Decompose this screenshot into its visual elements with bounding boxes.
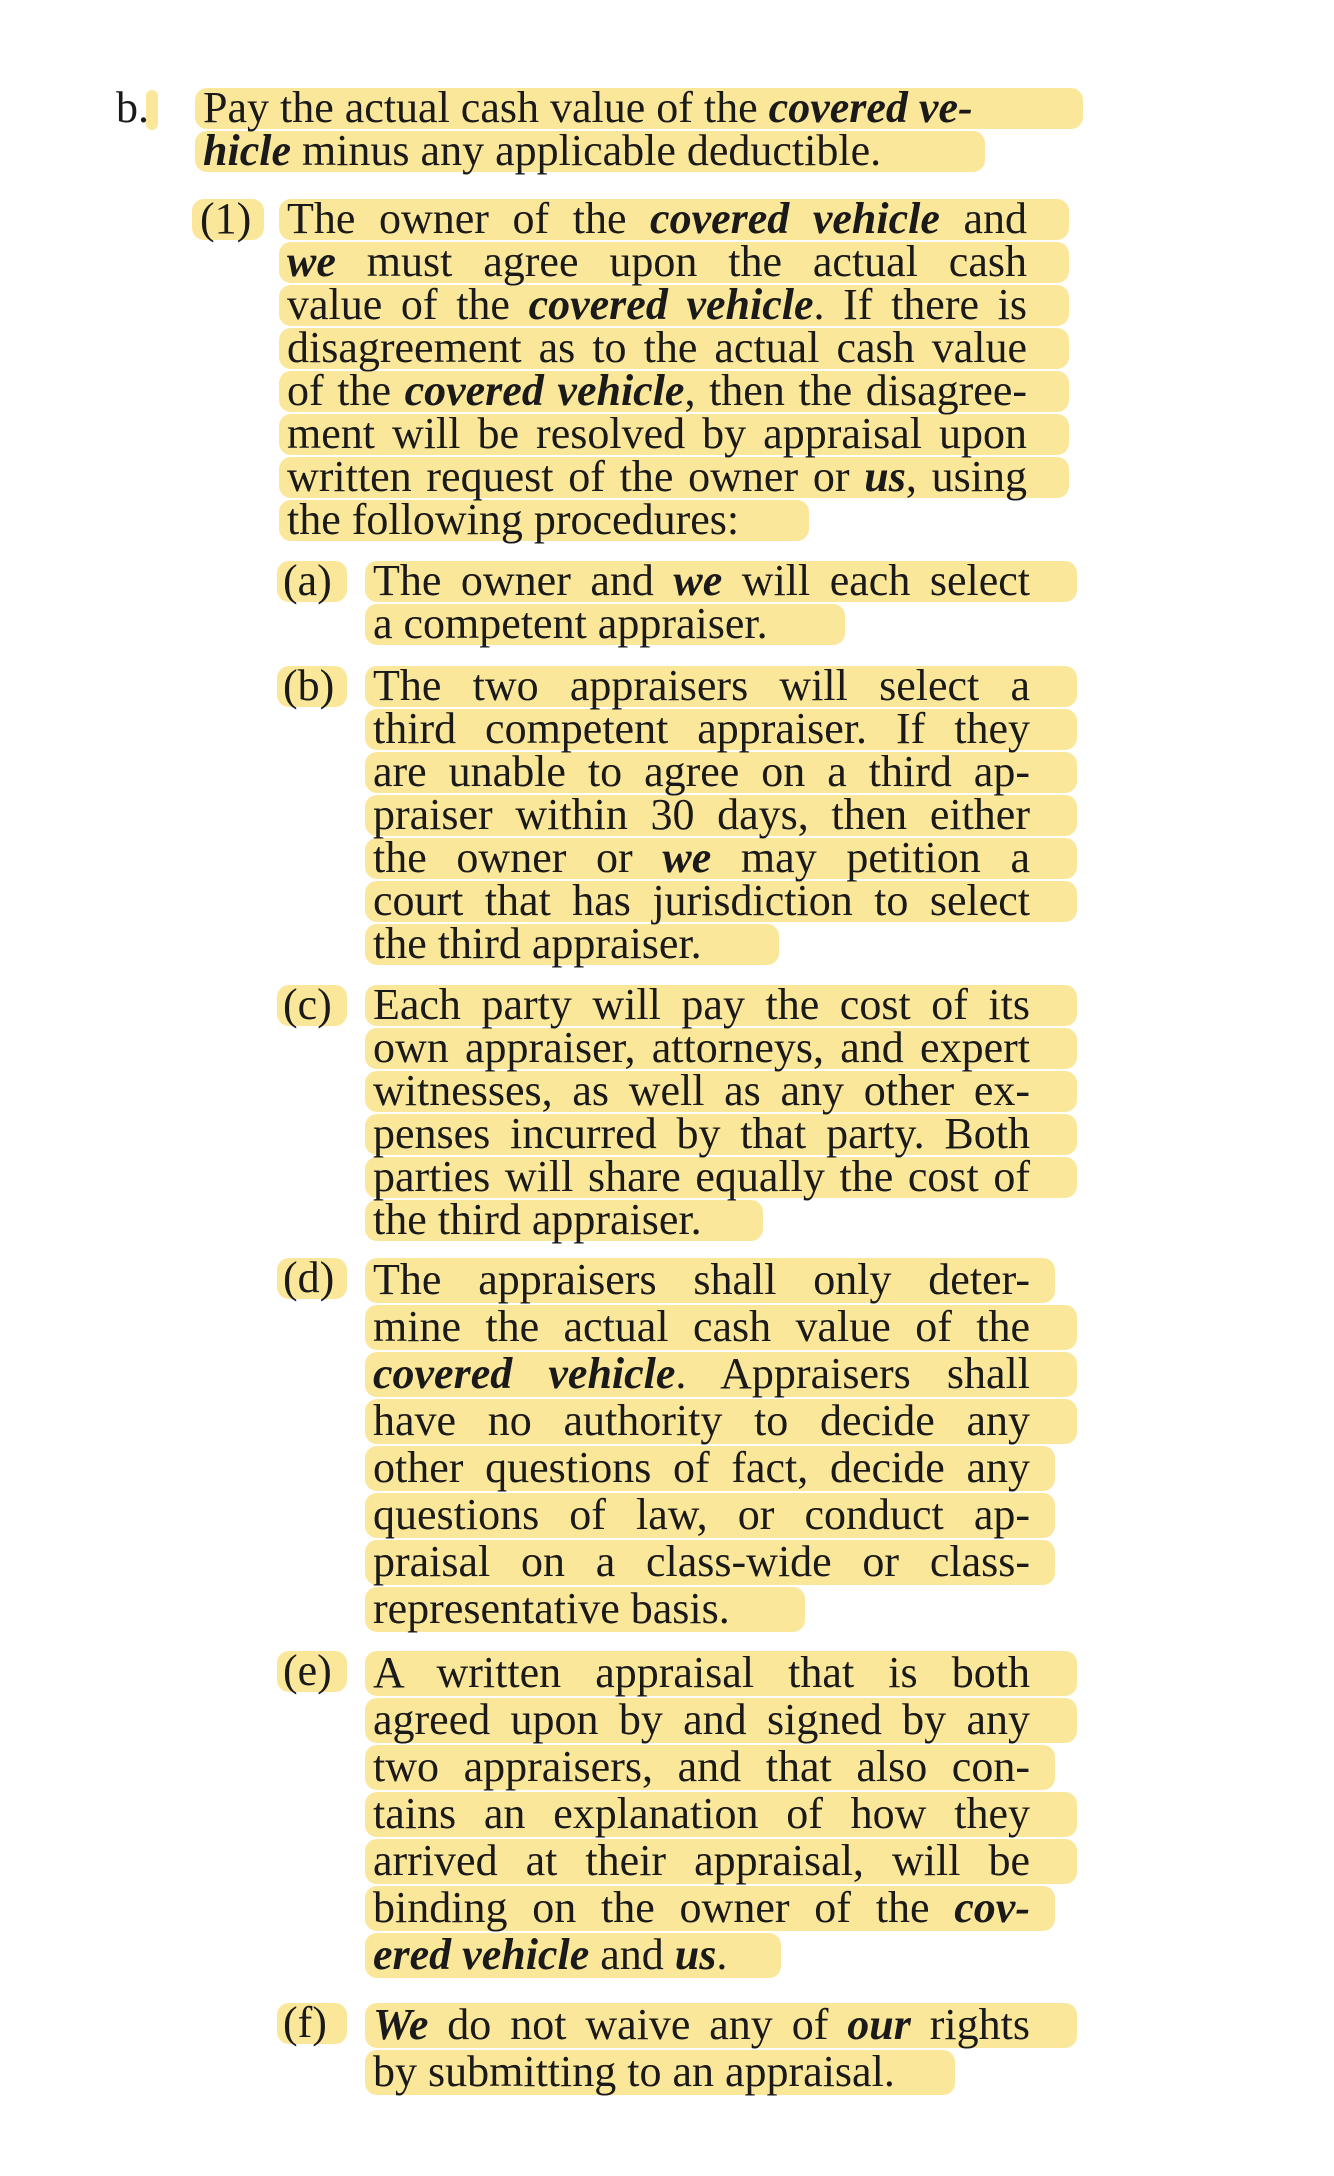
text-run: arrived at their appraisal, will be [373, 1836, 1030, 1885]
text-run: the third appraiser. [373, 1195, 702, 1244]
text-line [373, 1743, 1030, 1790]
text-run: may petition a [711, 833, 1030, 882]
text-run: The appraisers shall only deter- [373, 1255, 1030, 1304]
defined-term: covered vehicle [650, 194, 940, 243]
text-line [203, 83, 1033, 132]
defined-term: us [674, 1930, 717, 1979]
text-line [373, 1444, 1030, 1491]
text-run: own appraiser, attorneys, and expert [373, 1023, 1030, 1072]
text-run: praiser within 30 days, then either [373, 790, 1030, 839]
text-line [373, 833, 1030, 882]
clause-e-text [373, 1649, 1030, 1978]
text-run: other questions of fact, decide any [373, 1443, 1030, 1492]
text-run: penses incurred by that party. Both [373, 1109, 1030, 1158]
clause-b-marker: b. [116, 86, 149, 129]
text-run: ment will be resolved by appraisal upon [287, 409, 1027, 458]
text-run: agreed upon by and signed by any [373, 1695, 1030, 1744]
clause-b2-marker: (b) [283, 664, 334, 707]
text-run: representative basis. [373, 1584, 730, 1633]
text-line [373, 1790, 1030, 1837]
text-run: the third appraiser. [373, 919, 702, 968]
text-line [373, 980, 1030, 1029]
clause-1-marker: (1) [200, 197, 251, 240]
text-run: third competent appraiser. If they [373, 704, 1030, 753]
text-run: binding on the owner of the [373, 1883, 955, 1932]
text-run: The owner of the [287, 194, 651, 243]
clause-f-text [373, 2001, 1030, 2095]
text-run: will each select [722, 556, 1030, 605]
text-line [373, 556, 1030, 605]
defined-term: hicle [203, 126, 291, 175]
text-line [373, 2048, 1030, 2095]
clause-a-text [373, 556, 1030, 648]
defined-term: We [373, 2000, 429, 2049]
text-run: do not waive any of [428, 2000, 848, 2049]
text-line [373, 1066, 1030, 1115]
text-line [373, 1397, 1030, 1444]
text-run: rights [910, 2000, 1031, 2049]
text-line [373, 747, 1030, 796]
text-line [287, 452, 1027, 501]
text-line [287, 366, 1027, 415]
text-line [373, 1256, 1030, 1303]
text-run: , using [905, 452, 1027, 501]
text-run: disagreement as to the actual cash value [287, 323, 1027, 372]
text-line [373, 1696, 1030, 1743]
defined-term: covered vehicle [528, 280, 814, 329]
text-line [203, 126, 1033, 175]
clause-e-marker: (e) [283, 1649, 332, 1692]
text-run: must agree upon the actual cash [335, 237, 1027, 286]
text-run: a competent appraiser. [373, 599, 768, 648]
text-run: praisal on a class-wide or class- [373, 1537, 1030, 1586]
defined-term: covered vehicle [373, 1349, 676, 1398]
text-run: . Appraisers shall [675, 1349, 1030, 1398]
text-run: , then the disagree- [684, 366, 1027, 415]
text-run: the following procedures: [287, 495, 740, 544]
text-run: Each party will pay the cost of its [373, 980, 1030, 1029]
text-run: written request of the owner or [287, 452, 865, 501]
text-run: court that has jurisdiction to select [373, 876, 1030, 925]
text-run: the owner or [373, 833, 663, 882]
clause-f-marker: (f) [283, 2001, 327, 2044]
text-line [373, 1303, 1030, 1350]
clause-b-text [203, 83, 1033, 175]
text-run: parties will share equally the cost of [373, 1152, 1030, 1201]
text-run: and [939, 194, 1028, 243]
defined-term: us [864, 452, 906, 501]
text-run: by submitting to an appraisal. [373, 2047, 895, 2096]
text-line [373, 1884, 1030, 1931]
clause-b2-text [373, 661, 1030, 968]
text-line [373, 1585, 1030, 1632]
text-line [373, 1109, 1030, 1158]
text-line [287, 323, 1027, 372]
text-line [373, 599, 1030, 648]
text-line [373, 1152, 1030, 1201]
text-run: questions of law, or conduct ap- [373, 1490, 1030, 1539]
text-run: are unable to agree on a third ap- [373, 747, 1030, 796]
defined-term: ered vehicle [373, 1930, 590, 1979]
text-run: tains an explanation of how they [373, 1789, 1030, 1838]
text-run: minus any applicable deductible. [290, 126, 882, 175]
text-run: mine the actual cash value of the [373, 1302, 1030, 1351]
text-run: Pay the actual cash value of the [203, 83, 769, 132]
text-run: of the [287, 366, 405, 415]
clause-c-marker: (c) [283, 983, 332, 1026]
defined-term: covered vehicle [404, 366, 685, 415]
text-run: . [716, 1930, 728, 1979]
text-line [287, 495, 1027, 544]
text-line [373, 919, 1030, 968]
text-line [373, 1538, 1030, 1585]
text-run: two appraisers, and that also con- [373, 1742, 1030, 1791]
defined-term: we [662, 833, 712, 882]
text-line [373, 2001, 1030, 2048]
text-line [287, 280, 1027, 329]
clause-a-marker: (a) [283, 559, 332, 602]
text-run: have no authority to decide any [373, 1396, 1030, 1445]
text-run: and [589, 1930, 675, 1979]
text-line [373, 1491, 1030, 1538]
defined-term: cov- [954, 1883, 1030, 1932]
text-run: value of the [287, 280, 529, 329]
text-line [287, 409, 1027, 458]
text-line [373, 1649, 1030, 1696]
defined-term: covered ve- [768, 83, 973, 132]
text-line [373, 1350, 1030, 1397]
text-run: The two appraisers will select a [373, 661, 1030, 710]
text-line [373, 790, 1030, 839]
text-line [287, 237, 1027, 286]
defined-term: our [847, 2000, 911, 2049]
clause-d-text [373, 1256, 1030, 1632]
text-run: witnesses, as well as any other ex- [373, 1066, 1030, 1115]
text-run: . If there is [813, 280, 1027, 329]
text-line [373, 1023, 1030, 1072]
defined-term: we [287, 237, 336, 286]
clause-1-text [287, 194, 1028, 544]
defined-term: we [673, 556, 723, 605]
text-line [373, 1195, 1030, 1244]
text-run: The owner and [373, 556, 674, 605]
text-line [373, 704, 1030, 753]
clause-c-text [373, 980, 1030, 1244]
text-line [287, 194, 1028, 243]
text-run: A written appraisal that is both [373, 1648, 1030, 1697]
text-line [373, 661, 1030, 710]
text-line [373, 1837, 1030, 1884]
text-line [373, 876, 1030, 925]
text-line [373, 1931, 1030, 1978]
clause-d-marker: (d) [283, 1256, 334, 1299]
